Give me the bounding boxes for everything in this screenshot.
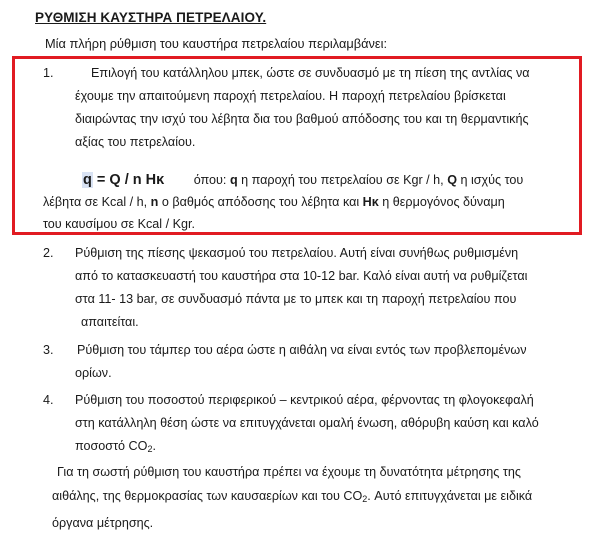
document-intro: Μία πλήρη ρύθμιση του καυστήρα πετρελαίου περιλαμβάνει:: [45, 36, 388, 51]
list-item-line: Επιλογή του κατάλληλου μπεκ, ώστε σε συνδυασμό με τη πίεση της αντλίας να: [91, 66, 530, 80]
formula-line-2: [43, 191, 573, 213]
list-item-line-tail: .: [152, 439, 156, 453]
subscript: 2: [147, 444, 153, 454]
formula-line-1: [43, 169, 573, 191]
list-item-number: 1.: [43, 66, 54, 80]
list-item-number: 3.: [43, 343, 54, 357]
formula-symbol-hk: Hκ: [362, 195, 379, 209]
formula-text: η θερμογόνος δύναμη: [378, 195, 505, 209]
list-item-line: διαιρώντας την ισχύ του λέβητα δια του βαθμού απόδοσης του και τη θερμαντικής: [75, 112, 529, 126]
list-item-line: αξίας του πετρελαίου.: [75, 135, 196, 149]
formula-block: [43, 169, 573, 235]
list-item-line: ορίων.: [75, 366, 112, 380]
formula-text: η ισχύς του: [456, 173, 524, 187]
formula: [82, 172, 164, 188]
formula-symbol-n: n: [150, 195, 159, 209]
list-item-body: [77, 339, 565, 385]
document-title: ΡΥΘΜΙΣΗ ΚΑΥΣΤΗΡΑ ΠΕΤΡΕΛΑΙΟΥ.: [35, 10, 267, 25]
formula-symbol-q: q: [229, 173, 238, 187]
formula-text: ο βαθμός απόδοσης του λέβητα και: [158, 195, 363, 209]
list-item-line: Ρύθμιση του τάμπερ του αέρα ώστε η αιθάλη να είναι εντός των προβλεπομένων: [77, 343, 527, 357]
formula-where: όπου:: [193, 173, 230, 187]
closing-paragraph: [52, 460, 592, 535]
list-item-line: έχουμε την απαιτούμενη παροχή πετρελαίου. Η παροχή πετρελαίου βρίσκεται: [75, 89, 506, 103]
closing-line-3: όργανα μέτρησης.: [52, 516, 154, 530]
list-item-line: Ρύθμιση της πίεσης ψεκασμού του πετρελαίου. Αυτή είναι συνήθως ρυθμισμένη: [75, 246, 519, 260]
formula-text: λέβητα σε Kcal / h,: [43, 195, 151, 209]
closing-text: αιθάλης, της θερμοκρασίας των καυσαερίων και του CO: [52, 489, 363, 503]
list-item-body: [75, 389, 563, 461]
formula-q: q: [83, 172, 92, 188]
list-item-line: στη κατάλληλη θέση ώστε να επιτυγχάνεται ομαλή ένωση, αθόρυβη καύση και καλό: [75, 416, 539, 430]
list-item-body: [75, 242, 563, 334]
list-item-line: Ρύθμιση του ποσοστού περιφερικού – κεντρικού αέρα, φέρνοντας τη φλογοκεφαλή: [75, 393, 534, 407]
formula-symbol-Q: Q: [447, 173, 457, 187]
closing-text: . Αυτό επιτυγχάνεται με ειδικά: [367, 489, 533, 503]
formula-line-3: του καυσίμου σε Kcal / Kgr.: [43, 217, 195, 231]
closing-line-1: Για τη σωστή ρύθμιση του καυστήρα πρέπει να έχουμε τη δυνατότητα μέτρησης της: [57, 465, 521, 479]
list-item-line: [75, 435, 563, 461]
list-item-body: [75, 62, 571, 154]
list-item-number: 2.: [43, 246, 54, 260]
list-item-line-text: ποσοστό CO: [75, 439, 148, 453]
formula-rest: = Q / n Hκ: [92, 172, 165, 188]
list-item-line: απαιτείται.: [81, 315, 139, 329]
list-item-line: στα 11- 13 bar, σε συνδυασμό πάντα με το μπεκ και τη παροχή πετρελαίου που: [75, 292, 517, 306]
list-item-number: 4.: [43, 393, 54, 407]
list-item-line: από το κατασκευαστή του καυστήρα στα 10-12 bar. Καλό είναι αυτή να ρυθμίζεται: [75, 269, 528, 283]
closing-line-2: [52, 484, 592, 511]
subscript: 2: [362, 494, 368, 504]
formula-text: η παροχή του πετρελαίου σε Kgr / h,: [237, 173, 448, 187]
